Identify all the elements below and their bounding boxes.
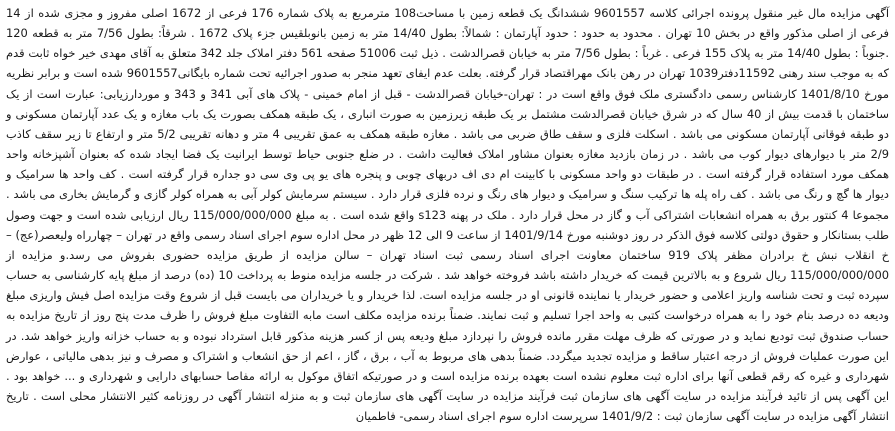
auction-notice-text: آگهی مزایده مال غیر منقول پرونده اجرائی کلاسه 9601557 ششدانگ یک قطعه زمین با مساحت108 مترمربع به پلاک شماره 176 فرعی از 1672 اصلی مفروز و مجزی شده از 14 فرعی از اصلی مذکور واقع در بخش 10 تهران . محدود به حدود : حدود آپارتمان : شمالاً: بطول 14/40 متر به زمین بانوبلقیس جزء پلاک 1672 . شرقاً: بطول 7/56 متر به قطعه 120 .جنوباً : بطول 14/40 متر به پلاک 155 فرعی . غرباً : بطول 7/56 متر به خیابان قصرالدشت . ذیل ثبت 51006 صفحه 561 دفتر املاک جلد 342 متعلق به آقای مهدی خیر خواه ثابت قدم که به موجب سند رهنی 11592دفتر1039 تهران در رهن بانک مهراقتصاد قرار گرفته. بعلت عدم ایفای تعهد منجر به صدور اجرائیه تحت شماره بایگانی9601557 شده است و برابر نظریه مورخ 1401/8/10 کارشناس رسمی دادگستری ملک فوق واقع است در : تهران-خیابان قصرالدشت - قبل از امام خمینی - پلاک های آبی 341 و 343 و موردارزیابی: عبارت است از یک ساختمان با قدمت بیش از 40 سال که در شرق خیابان قصرالدشت مشتمل بر یک طبقه زیرزمین به صورت انباری ، یک طبقه همکف بصورت یک باب مغازه و یک عدد آپارتمان مسکونی و دو طبقه فوقانی آپارتمان مسکونی می باشد . اسکلت فلزی و سقف طاق ضربی می باشد . مغازه طبقه همکف به عمق تقریبی 4 متر و دهانه تقریبی 5/2 متر و ارتفاع تا زیر سقف کاذب 2/9 متر با دیوارهای دیوار کوب می باشد . در زمان بازدید مغازه بعنوان مشاور املاک فعالیت داشت . در ضلع جنوبی حیاط توسط ایرانیت یک فضا ایجاد شده که بعنوان آشپزخانه واحد همکف مورد استفاده قرار گرفته است . در طبقات دو واحد مسکونی با کابینت ام دی اف دربهای چوبی و پنجره های یو پی وی سی دو جداره قرار گرفته است . کف واحد ها سرامیک و دیوار ها گچ و رنگ می باشد . کف راه پله ها ترکیب سنگ و سرامیک و دیوار های رنگ و نرده فلزی قرار دارد . سیستم سرمایش کولر آبی به همراه کولر گازی و گرمایش بخاری می باشد . مجموعا 4 کنتور برق به همراه انشعابات اشتراکی آب و گاز در محل قرار دارد . ملک در پهنه s123 واقع شده است . به مبلغ 115/000/000/000 ریال ارزیابی شده است و جهت وصول طلب بستانکار و حقوق دولتی کلاسه فوق الذکر در روز دوشنبه مورخ 1401/9/14 از ساعت 9 الی 12 ظهر در محل اداره سوم اجرای اسناد رسمی واقع در تهران – چهارراه ولیعصر(عج) –خ انقلاب نبش خ برادران مظفر پلاک 919 ساختمان معاونت اجرای اسناد رسمی ثبت اسناد تهران – سالن مزایده از طریق مزایده حضوری بفروش می رسد.و مزایده از 115/000/000/000 ریال شروع و به بالاترین قیمت که خریدار داشته باشد فروخته خواهد شد . شرکت در جلسه مزایده منوط به پرداخت 10 (ده) درصد از مبلغ پایه کارشناسی به حساب سپرده ثبت و تحت شناسه واریز اعلامی و حضور خریدار یا نماینده قانونی او در جلسه مزایده است. لذا خریدار و یا خریداران می بایست قبل از شروع وقت مزایده اصل فیش واریزی مبلغ ودیعه ده درصد بنام خود را به همراه درخواست کتبی به واحد اجرا تسلیم و ثبت نمایند. ضمناً برنده مزایده مکلف است مابه التفاوت مبلغ فروش را ظرف مدت پنج روز از تاریخ مزایده به حساب صندوق ثبت تودیع نماید و در صورتی که ظرف مهلت مقرر مانده فروش را نپردازد مبلغ ودیعه پس از کسر هزینه مذکور قابل استرداد نبوده و به حساب خزانه واریز خواهد شد. در این صورت عملیات فروش از درجه اعتبار ساقط و مزایده تجدید میگردد. ضمناً بدهی های مربوط به آب ، برق ، گاز ، اعم از حق انشعاب و اشتراک و مصرف و نیز بدهی مالیاتی ، عوارض شهرداری و غیره که رقم قطعی آنها برای اداره ثبت معلوم نشده است بعهده برنده مزایده است و در صورتیکه اتفاق موکول به ارائه مفاصا حسابهای دارایی و شهرداری و ... خواهد بود . این آگهی پس از تائید فرآیند مزایده در سایت آگهی های سازمان ثبت فرآیند مزایده در سایت آگهی های سازمان ثبت و به منزله انتشار آگهی در روزنامه کثیر الانتشار محلی است . تاریخ انتشار آگهی مزایده در سایت آگهی سازمان ثبت : 1401/9/2 سرپرست اداره سوم اجرای اسناد رسمی- فاطمیان <box>6 6 890 424</box>
